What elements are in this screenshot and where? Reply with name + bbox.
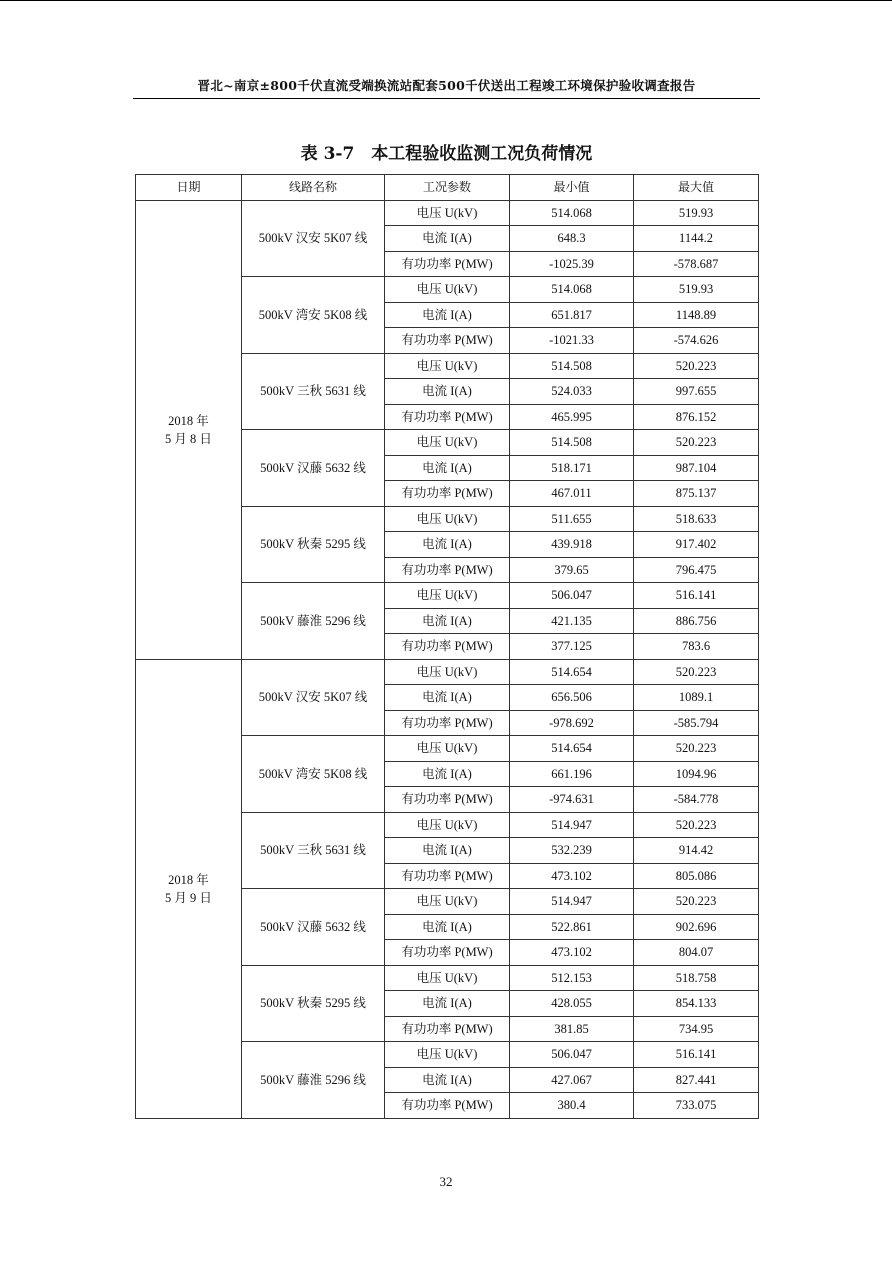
max-value-cell: 1094.96: [634, 761, 759, 787]
param-cell: 电流 I(A): [385, 455, 510, 481]
min-value-cell: 514.508: [510, 353, 634, 379]
line-name-cell: 500kV 秋秦 5295 线: [242, 506, 385, 583]
min-value-cell: 380.4: [510, 1093, 634, 1119]
column-header-date: 日期: [136, 175, 242, 201]
min-value-cell: -1021.33: [510, 328, 634, 354]
param-cell: 电流 I(A): [385, 761, 510, 787]
max-value-cell: -574.626: [634, 328, 759, 354]
line-name-cell: 500kV 湾安 5K08 线: [242, 277, 385, 354]
column-header-max: 最大值: [634, 175, 759, 201]
min-value-cell: -978.692: [510, 710, 634, 736]
max-value-cell: 520.223: [634, 430, 759, 456]
load-condition-table: [135, 174, 759, 1119]
line-name-cell: 500kV 汉安 5K07 线: [242, 200, 385, 277]
param-cell: 电压 U(kV): [385, 736, 510, 762]
param-cell: 有功功率 P(MW): [385, 940, 510, 966]
line-name-cell: 500kV 藤淮 5296 线: [242, 583, 385, 660]
min-value-cell: -974.631: [510, 787, 634, 813]
min-value-cell: 377.125: [510, 634, 634, 660]
max-value-cell: -584.778: [634, 787, 759, 813]
table-title: 表 3-7 本工程验收监测工况负荷情况: [300, 144, 593, 164]
max-value-cell: 519.93: [634, 200, 759, 226]
param-cell: 有功功率 P(MW): [385, 787, 510, 813]
param-cell: 电流 I(A): [385, 991, 510, 1017]
date-line: 2018 年: [168, 413, 209, 428]
max-value-cell: 876.152: [634, 404, 759, 430]
column-header-min: 最小值: [510, 175, 634, 201]
line-name-cell: 500kV 汉安 5K07 线: [242, 659, 385, 736]
min-value-cell: 514.947: [510, 889, 634, 915]
param-cell: 电流 I(A): [385, 302, 510, 328]
min-value-cell: 506.047: [510, 583, 634, 609]
min-value-cell: 465.995: [510, 404, 634, 430]
param-cell: 电压 U(kV): [385, 430, 510, 456]
table-body: [136, 200, 759, 1118]
line-name-cell: 500kV 汉藤 5632 线: [242, 430, 385, 507]
min-value-cell: 379.65: [510, 557, 634, 583]
param-cell: 电压 U(kV): [385, 659, 510, 685]
date-line: 5 月 9 日: [165, 890, 212, 905]
max-value-cell: 804.07: [634, 940, 759, 966]
param-cell: 电压 U(kV): [385, 583, 510, 609]
max-value-cell: 1148.89: [634, 302, 759, 328]
min-value-cell: 522.861: [510, 914, 634, 940]
max-value-cell: 520.223: [634, 889, 759, 915]
min-value-cell: 511.655: [510, 506, 634, 532]
param-cell: 电压 U(kV): [385, 200, 510, 226]
min-value-cell: 532.239: [510, 838, 634, 864]
min-value-cell: 514.654: [510, 736, 634, 762]
page-number: 32: [439, 1174, 453, 1189]
max-value-cell: 902.696: [634, 914, 759, 940]
min-value-cell: 427.067: [510, 1067, 634, 1093]
param-cell: 电压 U(kV): [385, 812, 510, 838]
max-value-cell: 997.655: [634, 379, 759, 405]
param-cell: 电流 I(A): [385, 608, 510, 634]
max-value-cell: 516.141: [634, 1042, 759, 1068]
max-value-cell: 733.075: [634, 1093, 759, 1119]
min-value-cell: 514.068: [510, 200, 634, 226]
param-cell: 电压 U(kV): [385, 889, 510, 915]
table-row: [136, 659, 759, 685]
param-cell: 电压 U(kV): [385, 506, 510, 532]
param-cell: 电流 I(A): [385, 685, 510, 711]
max-value-cell: 516.141: [634, 583, 759, 609]
table-row: [136, 200, 759, 226]
column-header-line: 线路名称: [242, 175, 385, 201]
max-value-cell: 796.475: [634, 557, 759, 583]
max-value-cell: 520.223: [634, 736, 759, 762]
param-cell: 有功功率 P(MW): [385, 634, 510, 660]
max-value-cell: -578.687: [634, 251, 759, 277]
param-cell: 电流 I(A): [385, 226, 510, 252]
max-value-cell: 1144.2: [634, 226, 759, 252]
param-cell: 电压 U(kV): [385, 353, 510, 379]
max-value-cell: 854.133: [634, 991, 759, 1017]
min-value-cell: 473.102: [510, 863, 634, 889]
param-cell: 有功功率 P(MW): [385, 710, 510, 736]
max-value-cell: 827.441: [634, 1067, 759, 1093]
min-value-cell: 514.068: [510, 277, 634, 303]
min-value-cell: 514.654: [510, 659, 634, 685]
max-value-cell: 520.223: [634, 812, 759, 838]
line-name-cell: 500kV 藤淮 5296 线: [242, 1042, 385, 1119]
param-cell: 电压 U(kV): [385, 965, 510, 991]
max-value-cell: -585.794: [634, 710, 759, 736]
line-name-cell: 500kV 三秋 5631 线: [242, 353, 385, 430]
max-value-cell: 917.402: [634, 532, 759, 558]
min-value-cell: -1025.39: [510, 251, 634, 277]
min-value-cell: 518.171: [510, 455, 634, 481]
max-value-cell: 1089.1: [634, 685, 759, 711]
max-value-cell: 520.223: [634, 353, 759, 379]
header-rule: [133, 98, 760, 99]
max-value-cell: 875.137: [634, 481, 759, 507]
param-cell: 电流 I(A): [385, 379, 510, 405]
line-name-cell: 500kV 秋秦 5295 线: [242, 965, 385, 1042]
param-cell: 有功功率 P(MW): [385, 1093, 510, 1119]
param-cell: 有功功率 P(MW): [385, 481, 510, 507]
min-value-cell: 661.196: [510, 761, 634, 787]
param-cell: 有功功率 P(MW): [385, 1016, 510, 1042]
date-cell: [136, 200, 242, 659]
param-cell: 电流 I(A): [385, 838, 510, 864]
line-name-cell: 500kV 汉藤 5632 线: [242, 889, 385, 966]
max-value-cell: 734.95: [634, 1016, 759, 1042]
report-header: 晋北~南京±800千伏直流受端换流站配套500千伏送出工程竣工环境保护验收调查报告: [197, 78, 696, 93]
line-name-cell: 500kV 三秋 5631 线: [242, 812, 385, 889]
min-value-cell: 648.3: [510, 226, 634, 252]
min-value-cell: 467.011: [510, 481, 634, 507]
max-value-cell: 518.633: [634, 506, 759, 532]
param-cell: 电压 U(kV): [385, 277, 510, 303]
max-value-cell: 519.93: [634, 277, 759, 303]
min-value-cell: 514.508: [510, 430, 634, 456]
min-value-cell: 421.135: [510, 608, 634, 634]
min-value-cell: 524.033: [510, 379, 634, 405]
min-value-cell: 512.153: [510, 965, 634, 991]
max-value-cell: 783.6: [634, 634, 759, 660]
line-name-cell: 500kV 湾安 5K08 线: [242, 736, 385, 813]
max-value-cell: 987.104: [634, 455, 759, 481]
min-value-cell: 514.947: [510, 812, 634, 838]
table-header-row: [136, 175, 759, 201]
param-cell: 有功功率 P(MW): [385, 863, 510, 889]
min-value-cell: 656.506: [510, 685, 634, 711]
max-value-cell: 805.086: [634, 863, 759, 889]
max-value-cell: 520.223: [634, 659, 759, 685]
top-border-line: [0, 0, 892, 1]
param-cell: 有功功率 P(MW): [385, 251, 510, 277]
param-cell: 电流 I(A): [385, 1067, 510, 1093]
min-value-cell: 439.918: [510, 532, 634, 558]
min-value-cell: 506.047: [510, 1042, 634, 1068]
param-cell: 有功功率 P(MW): [385, 404, 510, 430]
param-cell: 电流 I(A): [385, 914, 510, 940]
param-cell: 电压 U(kV): [385, 1042, 510, 1068]
param-cell: 有功功率 P(MW): [385, 328, 510, 354]
min-value-cell: 651.817: [510, 302, 634, 328]
date-line: 2018 年: [168, 872, 209, 887]
max-value-cell: 914.42: [634, 838, 759, 864]
min-value-cell: 428.055: [510, 991, 634, 1017]
min-value-cell: 473.102: [510, 940, 634, 966]
max-value-cell: 518.758: [634, 965, 759, 991]
min-value-cell: 381.85: [510, 1016, 634, 1042]
max-value-cell: 886.756: [634, 608, 759, 634]
param-cell: 有功功率 P(MW): [385, 557, 510, 583]
column-header-param: 工况参数: [385, 175, 510, 201]
date-cell: [136, 659, 242, 1118]
param-cell: 电流 I(A): [385, 532, 510, 558]
date-line: 5 月 8 日: [165, 431, 212, 446]
